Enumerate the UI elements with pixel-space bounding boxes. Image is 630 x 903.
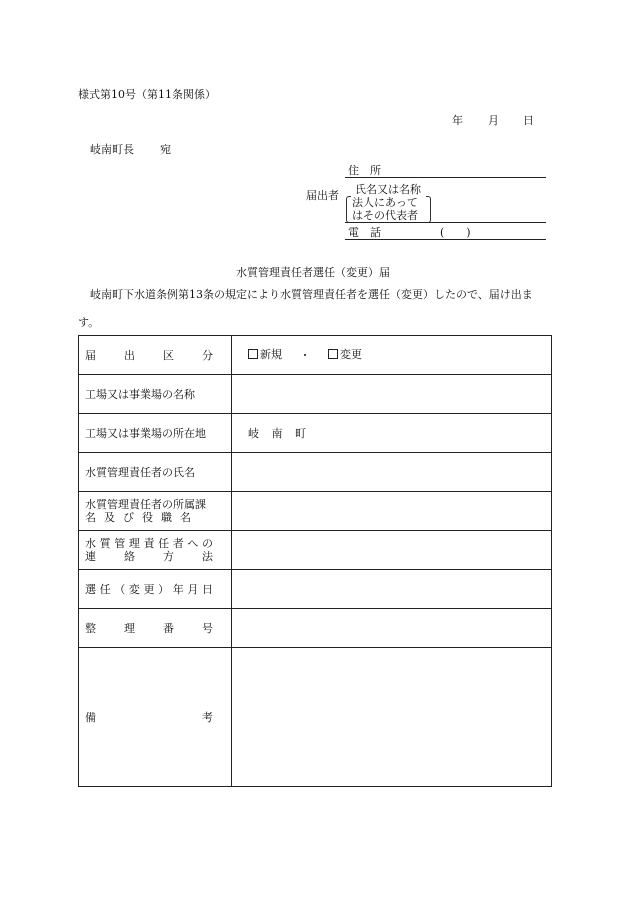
checkbox-change[interactable]	[328, 349, 338, 359]
manager-contact-label-line-2: 連 絡 方 法	[85, 550, 213, 563]
category-label: 届 出 区 分	[85, 348, 213, 362]
row-manager-name	[79, 453, 552, 492]
row-facility-location	[79, 414, 552, 453]
remarks-field[interactable]	[232, 648, 552, 787]
date-month: 月	[488, 114, 499, 127]
facility-name-field[interactable]	[232, 375, 552, 414]
phone-area-code-parens: ( )	[440, 226, 471, 239]
manager-contact-label-line-1: 水 質 管 理 責 任 者 へ の	[85, 537, 213, 550]
row-facility-name	[79, 375, 552, 414]
body-text-line-2: す。	[78, 316, 100, 329]
body-text-line-1: 岐南町下水道条例第13条の規定により水質管理責任者を選任（変更）したので、届け出ま	[90, 288, 533, 301]
corp-note-close-bracket	[426, 196, 431, 223]
facility-location-field[interactable]	[232, 414, 552, 453]
row-category	[79, 336, 552, 375]
corp-note-line-1: 法人にあって	[352, 196, 418, 209]
manager-name-field[interactable]	[232, 453, 552, 492]
form-number: 様式第10号（第11条関係）	[78, 88, 216, 101]
facility-location-label: 工場又は事業場の所在地	[85, 426, 206, 440]
facility-name-label: 工場又は事業場の名称	[85, 387, 195, 401]
row-manager-contact	[79, 531, 552, 570]
row-appointment-date	[79, 570, 552, 609]
notification-form-table	[78, 335, 552, 787]
corp-note-open-bracket	[346, 196, 351, 223]
date-day: 日	[523, 114, 534, 127]
corp-note-line-2: はその代表者	[352, 209, 418, 222]
option-change[interactable]: 変更	[328, 348, 362, 361]
row-reference-number	[79, 609, 552, 648]
addressee-suffix: 宛	[160, 143, 171, 156]
applicant-label: 届出者	[306, 189, 339, 202]
reference-number-field[interactable]	[232, 609, 552, 648]
addressee: 岐南町長	[90, 143, 134, 156]
phone-underline	[345, 239, 546, 240]
phone-label: 電 話	[348, 226, 381, 239]
option-separator: ・	[299, 349, 311, 363]
location-prefix: 岐 南 町	[248, 426, 306, 440]
name-label: 氏名又は名称	[355, 183, 421, 196]
appointment-date-label: 選 任 （ 変 更 ） 年 月 日	[85, 582, 213, 596]
row-manager-dept	[79, 492, 552, 531]
manager-name-label: 水質管理責任者の氏名	[85, 465, 195, 479]
appointment-date-field[interactable]	[232, 570, 552, 609]
reference-number-label: 整 理 番 号	[85, 621, 213, 635]
manager-contact-field[interactable]	[232, 531, 552, 570]
checkbox-new[interactable]	[248, 349, 258, 359]
name-underline	[345, 222, 546, 223]
manager-dept-field[interactable]	[232, 492, 552, 531]
address-label: 住 所	[348, 164, 381, 177]
document-title: 水質管理責任者選任（変更）届	[236, 266, 390, 279]
manager-dept-label-line-1: 水質管理責任者の所属課	[85, 498, 206, 511]
row-remarks	[79, 648, 552, 787]
remarks-label: 備 考	[85, 710, 213, 724]
date-year: 年	[452, 114, 463, 127]
address-underline	[345, 177, 546, 178]
option-new[interactable]: 新規	[248, 348, 282, 361]
manager-dept-label-line-2: 名 及 び 役 職 名	[85, 511, 191, 524]
